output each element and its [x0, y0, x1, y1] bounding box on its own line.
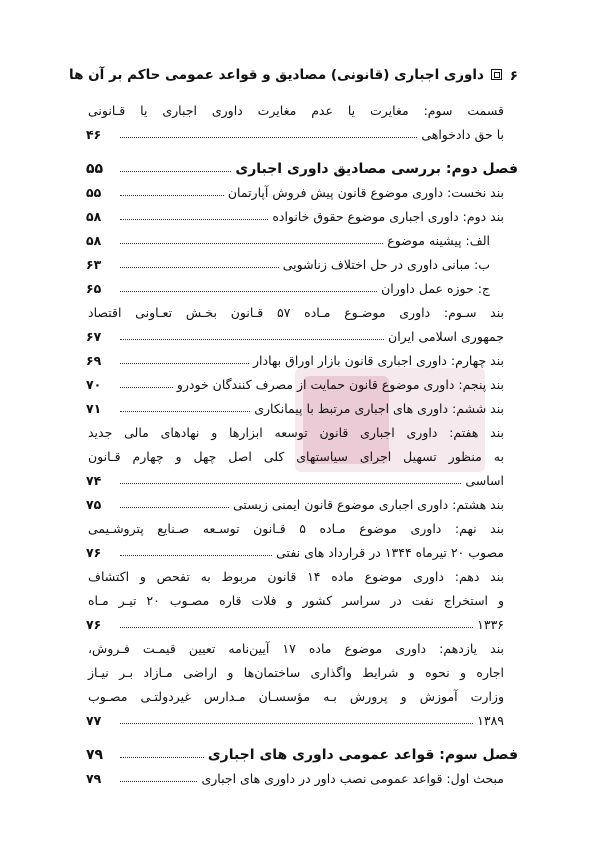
toc-entry-title: با حق دادخواهی: [421, 127, 504, 142]
toc-entry: [86, 226, 518, 250]
toc-entry: [86, 346, 518, 370]
dot-leader: [120, 781, 197, 782]
toc-entry-title: و استخراج نفت در سراسر کشور و فلات قاره مصـوب ۲۰ تیـر مـاه: [88, 593, 504, 608]
toc-page-number: ۷۱: [86, 401, 102, 416]
toc-entry-title: مصوب ۲۰ تیرماه ۱۳۴۴ در قرارداد های نفتی: [276, 545, 504, 560]
toc-entry: [86, 322, 518, 346]
toc-entry-title: بند دهم: داوری موضوع ماده ۱۴ قانون مربوط به تفحص و اکتشاف: [88, 569, 504, 584]
toc-entry: [86, 490, 518, 514]
dot-leader: [120, 137, 417, 138]
toc-entry: [86, 682, 518, 706]
toc-entry-title: بند هشتم: داوری اجباری موضوع قانون ایمنی زیستی: [233, 497, 504, 512]
toc-page-number: ۷۶: [86, 617, 102, 632]
toc-entry: [86, 274, 518, 298]
toc-entry: [86, 178, 518, 202]
toc-entry-title: بند سـوم: داوری موضـوع مـاده ۵۷ قـانون بخـش تعـاونی اقتصاد: [88, 305, 504, 320]
toc-entry-title: ۱۳۸۹: [477, 713, 504, 728]
toc-entry-title: بند نخست: داوری موضوع قانون پیش فروش آپارتمان: [227, 185, 504, 200]
toc-entry-title: فصل دوم: بررسی مصادیق داوری اجباری: [235, 161, 518, 177]
toc-entry-title: اجاره و نحوه و شرایط واگذاری ساختمان‌ها و اراضی مـازاد بـر نیـاز: [88, 665, 504, 680]
toc-page-number: ۵۵: [86, 185, 102, 200]
dot-leader: [120, 339, 384, 340]
dot-leader: [120, 757, 204, 758]
toc-page-number: ۶۵: [86, 281, 102, 296]
toc-page-number: ۷۶: [86, 545, 102, 560]
toc-entry: [86, 250, 518, 274]
toc-page-number: ۶۳: [86, 257, 102, 272]
toc-entry: [86, 202, 518, 226]
toc-entry-title: بند دوم: داوری اجباری موضوع حقوق خانواده: [272, 209, 504, 224]
toc-entry: [86, 298, 518, 322]
toc-entry-title: بند چهارم: داوری اجباری قانون بازار اوراق بهادار: [253, 353, 504, 368]
toc-entry-title: به منظور تسهیل اجرای سیاستهای کلی اصل چهل و چهارم قـانون: [88, 449, 504, 464]
toc-entry-title: ج: حوزه عمل داوران: [381, 281, 490, 296]
toc-entry: [86, 658, 518, 682]
dot-leader: [120, 627, 473, 628]
toc-entry-title: ۱۳۳۶: [477, 617, 504, 632]
toc-entry: [86, 442, 518, 466]
toc-entry: [86, 418, 518, 442]
book-icon: [491, 69, 502, 80]
dot-leader: [120, 483, 461, 484]
toc-page-number: ۵۸: [86, 209, 102, 224]
toc-entry: [86, 610, 518, 634]
dot-leader: [120, 195, 224, 196]
toc-entry: [86, 586, 518, 610]
toc-entry-title: بند ششم: داوری های اجباری مرتبط با پیمانکاری: [254, 401, 504, 416]
toc-page-number: ۴۶: [86, 127, 102, 142]
toc-entry-title: بند هفتم: داوری اجباری قانون توسعه ابزارها و نهادهای مالی جدید: [88, 425, 504, 440]
dot-leader: [120, 555, 272, 556]
running-header: [0, 66, 600, 88]
toc-entry: [86, 538, 518, 562]
toc-entry-title: اساسی: [465, 473, 504, 488]
toc-entry: [86, 706, 518, 730]
toc-entry-title: الف: پیشینه موضوع: [387, 233, 490, 248]
toc-chapter-heading: [86, 144, 518, 178]
toc-page-number: ۷۷: [86, 713, 102, 728]
toc-page-number: ۷۰: [86, 377, 102, 392]
dot-leader: [120, 171, 231, 172]
toc-chapter-heading: [86, 730, 518, 764]
toc-page-number: ۶۷: [86, 329, 102, 344]
toc-entry: [86, 466, 518, 490]
toc-page-number: ۷۹: [86, 771, 102, 786]
toc-entry: [86, 370, 518, 394]
dot-leader: [120, 267, 279, 268]
toc-page-number: ۷۹: [86, 747, 104, 763]
book-title: داوری اجباری (قانونی) مصادیق و قواعد عمومی حاکم بر آن ها: [69, 67, 484, 83]
dot-leader: [120, 507, 229, 508]
toc-entry: [86, 394, 518, 418]
toc-entry-title: بند نهم: داوری موضوع مـاده ۵ قـانون توسـعه صـنایع پتروشـیمی: [88, 521, 504, 536]
table-of-contents: [86, 96, 518, 788]
dot-leader: [120, 387, 173, 388]
toc-entry-title: بند یازدهم: داوری موضوع ماده ۱۷ آیین‌نامه تعیین قیمـت فـروش،: [88, 641, 504, 656]
toc-entry: [86, 120, 518, 144]
toc-page-number: ۶۹: [86, 353, 102, 368]
toc-entry: [86, 562, 518, 586]
dot-leader: [120, 291, 377, 292]
toc-entry-title: ب: مبانی داوری در حل اختلاف زناشویی: [282, 257, 490, 272]
toc-entry-title: بند پنجم: داوری موضوع قانون حمایت از مصرف کنندگان خودرو: [176, 377, 504, 392]
toc-entry-title: فصل سوم: قواعد عمومی داوری های اجباری: [207, 747, 518, 763]
toc-page-number: ۷۴: [86, 473, 102, 488]
dot-leader: [120, 219, 268, 220]
toc-page-number: ۷۵: [86, 497, 102, 512]
toc-entry: [86, 96, 518, 120]
page-number: ۶: [509, 68, 518, 84]
toc-page-number: ۵۵: [86, 161, 104, 177]
dot-leader: [120, 411, 250, 412]
toc-entry: [86, 514, 518, 538]
toc-entry: [86, 764, 518, 788]
toc-entry-title: قسمت سوم: مغایرت یا عدم مغایرت داوری اجباری یا قـانونی: [88, 103, 504, 118]
dot-leader: [120, 723, 473, 724]
toc-page-number: ۵۸: [86, 233, 102, 248]
dot-leader: [120, 243, 383, 244]
toc-entry: [86, 634, 518, 658]
toc-entry-title: مبحث اول: قواعد عمومی نصب داور در داوری های اجباری: [201, 771, 504, 786]
toc-entry-title: جمهوری اسلامی ایران: [388, 329, 504, 344]
dot-leader: [120, 363, 249, 364]
toc-entry-title: وزارت آموزش و پرورش بـه مؤسسـان مـدارس غیردولتـی مصـوب: [88, 689, 504, 704]
